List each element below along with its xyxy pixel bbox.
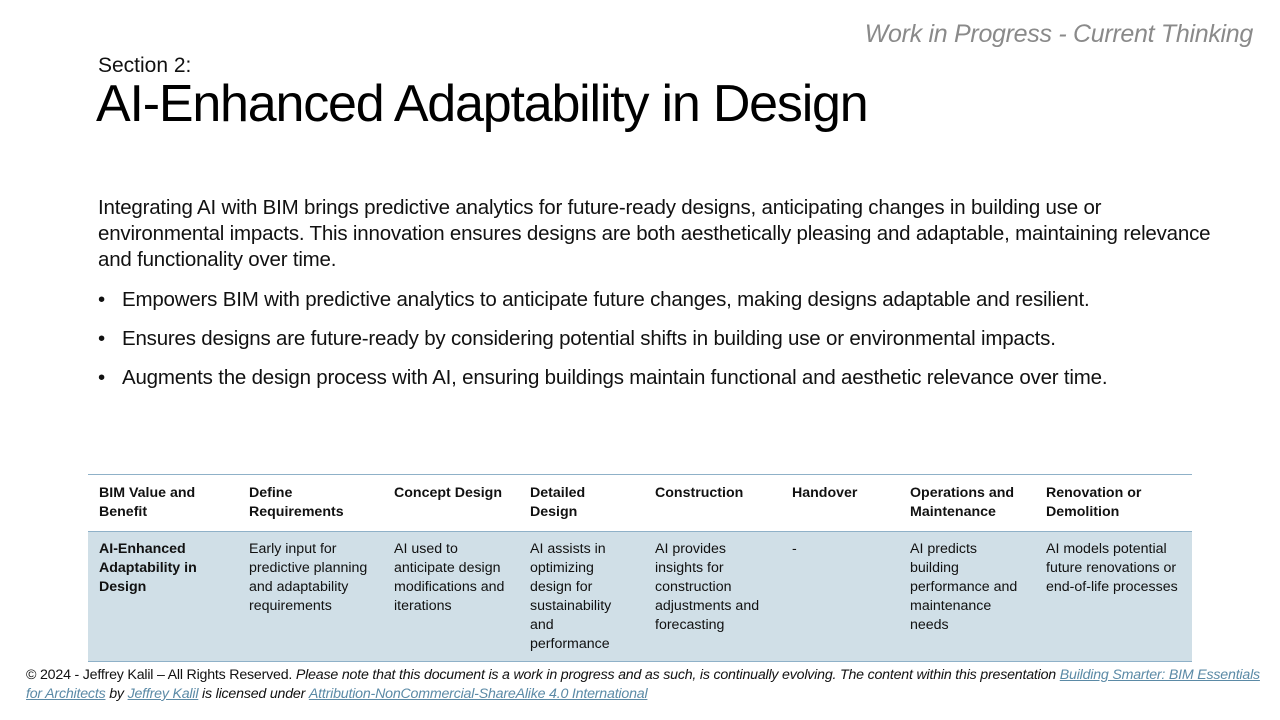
- table-cell: AI used to anticipate design modifications and iterations: [383, 532, 519, 662]
- table-header-cell: Operations and Maintenance: [899, 475, 1035, 532]
- table-row-header: AI-Enhanced Adaptability in Design: [88, 532, 238, 662]
- table-cell: -: [781, 532, 899, 662]
- table-header-cell: Concept Design: [383, 475, 519, 532]
- bullet-item: [98, 365, 1223, 391]
- table-cell: Early input for predictive planning and adaptability requirements: [238, 532, 383, 662]
- bullet-item: [98, 326, 1223, 352]
- bullet-text: Empowers BIM with predictive analytics to anticipate future changes, making designs adaptable and resilient.: [122, 288, 1090, 311]
- table-header-cell: Detailed Design: [519, 475, 644, 532]
- intro-paragraph: Integrating AI with BIM brings predictive analytics for future-ready designs, anticipating changes in building use or environmental impacts. This innovation ensures designs are both aesthetically pleasing and adaptable, maintaining relevance and functionality over time.: [98, 196, 1211, 271]
- footer-license: [26, 666, 1261, 704]
- bullet-item: [98, 287, 1223, 313]
- table-header-row: [88, 475, 1192, 532]
- table-header-cell: BIM Value and Benefit: [88, 475, 238, 532]
- license-link[interactable]: Attribution-NonCommercial-ShareAlike 4.0 International: [308, 686, 648, 702]
- table-cell: AI assists in optimizing design for sustainability and performance: [519, 532, 644, 662]
- table-header-cell: Define Requirements: [238, 475, 383, 532]
- page-title: AI-Enhanced Adaptability in Design: [96, 75, 868, 133]
- table-row: [88, 532, 1192, 662]
- copyright-text: © 2024 - Jeffrey Kalil – All Rights Reserved.: [26, 667, 293, 683]
- bullet-text: Augments the design process with AI, ensuring buildings maintain functional and aesthetic relevance over time.: [122, 366, 1108, 389]
- bullet-marker: •: [98, 288, 105, 311]
- section-label: Section 2:: [98, 54, 192, 77]
- book-link[interactable]: Building Smarter: BIM Essentials for Architects: [26, 667, 1260, 702]
- footer-note: Please note that this document is a work in progress and as such, is continually evolving. The content within this presentation: [295, 667, 1056, 683]
- by-text: by: [109, 686, 124, 702]
- bullet-text: Ensures designs are future-ready by considering potential shifts in building use or environmental impacts.: [122, 327, 1056, 350]
- table-header-cell: Renovation or Demolition: [1035, 475, 1192, 532]
- table-header-cell: Handover: [781, 475, 899, 532]
- author-link[interactable]: Jeffrey Kalil: [127, 686, 199, 702]
- table-header-cell: Construction: [644, 475, 781, 532]
- bullet-list: [98, 287, 1223, 404]
- bullet-marker: •: [98, 327, 105, 350]
- bullet-marker: •: [98, 366, 105, 389]
- table-cell: AI provides insights for construction adjustments and forecasting: [644, 532, 781, 662]
- bim-stage-table: [88, 474, 1192, 662]
- licensed-text: is licensed under: [202, 686, 306, 702]
- work-in-progress-label: Work in Progress - Current Thinking: [864, 20, 1253, 48]
- table-cell: AI models potential future renovations or end-of-life processes: [1035, 532, 1192, 662]
- table-cell: AI predicts building performance and maintenance needs: [899, 532, 1035, 662]
